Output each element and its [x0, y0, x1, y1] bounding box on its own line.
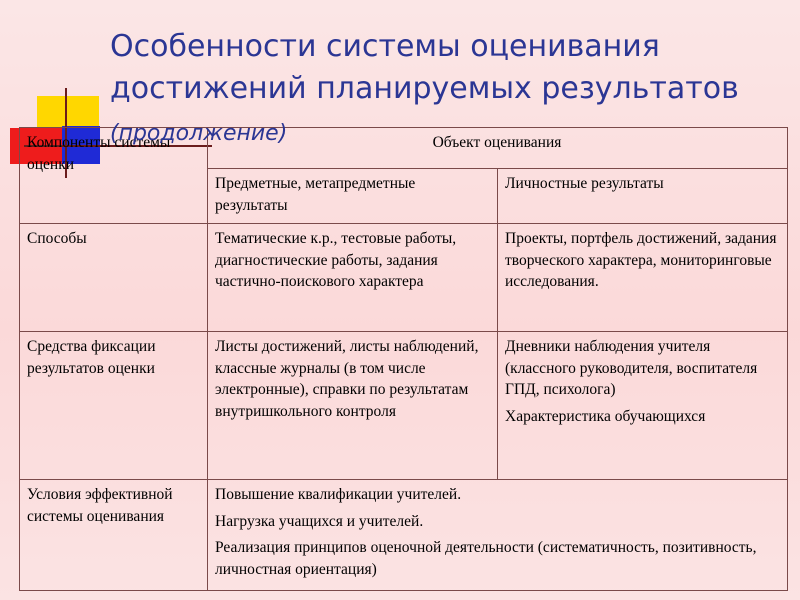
- row-label: Условия эффективной системы оценивания: [27, 486, 173, 525]
- assessment-table: [19, 127, 788, 591]
- slide-title: [110, 26, 790, 155]
- row-label-cell: [20, 332, 208, 480]
- table-row: [20, 480, 788, 591]
- row-personal-text: Дневники наблюдения учителя (классного руководителя, воспитателя ГПД, психолога): [505, 338, 758, 398]
- slide-title-sub: (продолжение): [110, 121, 288, 146]
- table-row: [20, 332, 788, 480]
- table-row: [20, 224, 788, 332]
- row-personal-text: Характеристика обучающихся: [505, 407, 706, 425]
- header-subject-cell: [208, 169, 498, 224]
- header-subject: Предметные, метапредметные результаты: [215, 175, 416, 214]
- row-subject-text: Тематические к.р., тестовые работы, диагностические работы, задания частично-поискового характера: [215, 230, 457, 290]
- condition-item: Повышение квалификации учителей.: [215, 486, 462, 503]
- row-personal-text: Проекты, портфель достижений, задания творческого характера, мониторинговые исследования.: [505, 230, 777, 290]
- row-label: Средства фиксации результатов оценки: [27, 338, 156, 377]
- condition-item: Реализация принципов оценочной деятельности (систематичность, позитивность, личностная ориентация): [215, 539, 757, 578]
- row-label-cell: [20, 224, 208, 332]
- row-label: Способы: [27, 230, 87, 247]
- row-personal-cell: [498, 224, 788, 332]
- header-personal: Личностные результаты: [505, 175, 664, 192]
- header-personal-cell: [498, 169, 788, 224]
- header-components: Компоненты системы оценки: [27, 134, 171, 173]
- row-label-cell: [20, 480, 208, 591]
- row-subject-cell: [208, 332, 498, 480]
- condition-item: Нагрузка учащихся и учителей.: [215, 512, 424, 530]
- header-object: Объект оценивания: [432, 134, 562, 151]
- row-subject-cell: [208, 224, 498, 332]
- row-subject-text: Листы достижений, листы наблюдений, классные журналы (в том числе электронные), справки по результатам внутришкольного контроля: [215, 338, 479, 420]
- slide-title-main: Особенности системы оценивания достижений планируемых результатов: [110, 29, 739, 106]
- row-personal-cell: [498, 332, 788, 480]
- row-conditions-cell: [208, 480, 788, 591]
